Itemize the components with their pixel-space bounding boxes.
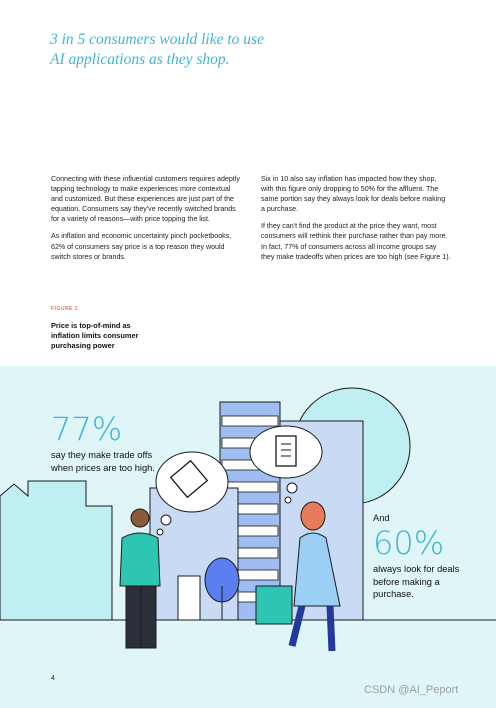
pull-quote: 3 in 5 consumers would like to use AI applications as they shop. xyxy=(50,31,264,68)
left-column xyxy=(51,174,241,269)
right-paragraph-2: If they can't find the product at the price they want, most consumers will rethink their purchase rather than pay more. In fact, 77% of consumers across all income groups say they make tradeoffs when prices are too high (see Figure 1). xyxy=(261,222,451,261)
figure-label: FIGURE 1 xyxy=(51,306,79,312)
watermark: CSDN @AI_Peport xyxy=(364,684,459,696)
right-paragraph-1: Six in 10 also say inflation has impacted how they shop, with this figure only dropping to 50% for the affluent. The same portion say they always look for deals before making a purchase. xyxy=(261,175,446,214)
stat-60-prefix: And xyxy=(373,513,390,523)
receipt-icon xyxy=(276,436,296,466)
page-number: 4 xyxy=(51,675,55,682)
stat-60 xyxy=(373,512,473,601)
left-paragraph-2: As inflation and economic uncertainty pinch pocketbooks, 62% of consumers say price is a top reason they would switch stores or brands. xyxy=(51,232,232,261)
stat-60-text: always look for deals before making a purchase. xyxy=(373,564,460,599)
stat-60-value: 60% xyxy=(373,524,445,562)
figure-title: Price is top-of-mind as inflation limits consumer purchasing power xyxy=(51,321,139,350)
stat-77 xyxy=(51,412,161,474)
left-paragraph-1: Connecting with these influential customers requires adeptly tapping technology to make experiences more contextual and customized. But these experiences are just part of the equation. Consumers say they've recently switched brands for a variety of reasons—with price topping the list. xyxy=(51,175,240,224)
stat-77-text: say they make trade offs when prices are too high. xyxy=(51,450,155,473)
stat-77-value: 77% xyxy=(51,410,123,448)
right-column xyxy=(261,174,451,269)
